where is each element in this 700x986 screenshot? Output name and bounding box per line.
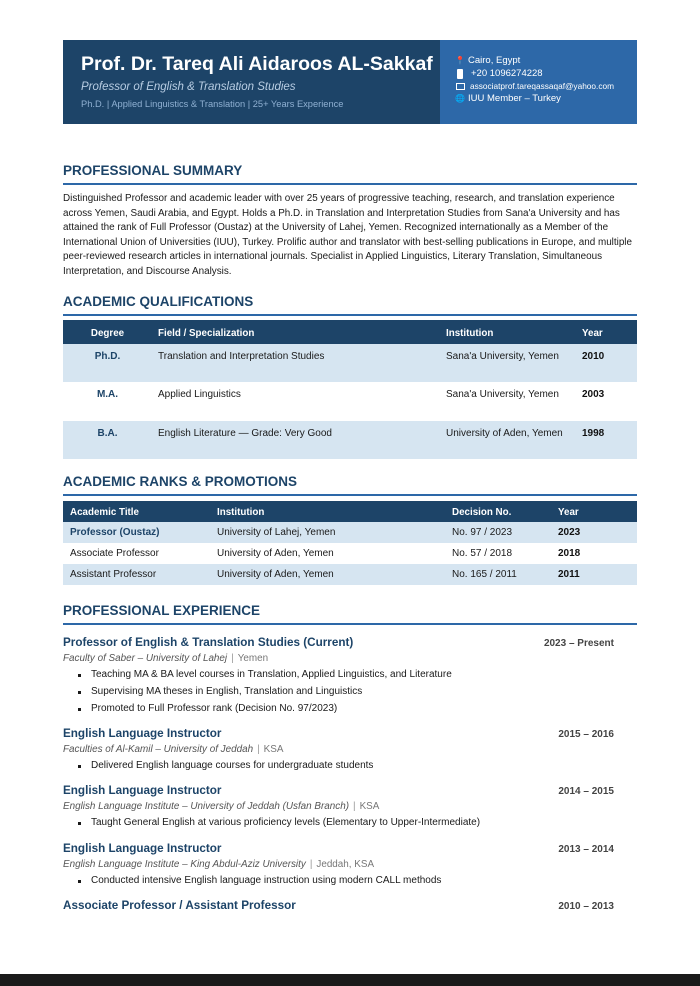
job-location: KSA: [263, 744, 284, 755]
candidate-name: Prof. Dr. Tareq Ali Aidaroos AL-Sakkaf: [81, 53, 433, 75]
globe-icon: 🌐: [455, 93, 465, 103]
list-item: Taught General English at various proficiency levels (Elementary to Upper-Intermediate): [63, 815, 637, 832]
experience-heading: PROFESSIONAL EXPERIENCE: [63, 603, 637, 625]
rank-title-cell: Professor (Oustaz): [63, 522, 217, 543]
table-header-row: [63, 501, 637, 522]
qualifications-heading: ACADEMIC QUALIFICATIONS: [63, 294, 637, 316]
column-header: Year: [558, 501, 637, 522]
institution-cell: University of Aden, Yemen: [446, 421, 582, 459]
job-organization: [63, 799, 637, 814]
job-entry: [63, 841, 637, 890]
header-name-panel: [63, 40, 440, 124]
institution-cell: University of Aden, Yemen: [217, 543, 452, 564]
column-header: Academic Title: [63, 501, 217, 522]
column-header: Decision No.: [452, 501, 558, 522]
column-header: Year: [582, 320, 637, 344]
table-row: [63, 564, 637, 585]
year-cell: 2010: [582, 344, 637, 382]
job-entry: [63, 635, 637, 717]
list-item: Supervising MA theses in English, Translation and Linguistics: [63, 684, 637, 701]
contact-panel: [440, 40, 637, 124]
institution-cell: University of Lahej, Yemen: [217, 522, 452, 543]
institution-cell: Sana'a University, Yemen: [446, 344, 582, 382]
table-header-row: [63, 320, 637, 344]
contact-location-text: Cairo, Egypt: [468, 55, 521, 66]
year-cell: 2018: [558, 543, 637, 564]
year-cell: 1998: [582, 421, 637, 459]
contact-membership-text: IUU Member – Turkey: [468, 92, 561, 104]
summary-heading: PROFESSIONAL SUMMARY: [63, 163, 637, 185]
year-cell: 2011: [558, 564, 637, 585]
contact-phone[interactable]: [454, 68, 637, 81]
job-title: Professor of English & Translation Studies (Current): [63, 636, 354, 649]
job-org-name: English Language Institute – University of Jeddah (Usfan Branch): [63, 801, 349, 812]
job-entry: [63, 726, 637, 775]
job-location: Jeddah, KSA: [316, 859, 375, 870]
contact-email-text: associatprof.tareqassaqaf@yahoo.com: [470, 81, 615, 91]
field-cell: Translation and Interpretation Studies: [152, 344, 446, 382]
list-item: Conducted intensive English language instruction using modern CALL methods: [63, 873, 637, 890]
contact-phone-text: +20 1096274228: [471, 67, 543, 79]
list-item: Promoted to Full Professor rank (Decision No. 97/2023): [63, 701, 637, 718]
job-title: English Language Instructor: [63, 727, 222, 740]
job-location: Yemen: [237, 653, 269, 664]
job-date: 2014 – 2015: [558, 786, 614, 797]
job-org-name: Faculties of Al-Kamil – University of Jeddah: [63, 744, 254, 755]
table-row: [63, 382, 637, 421]
table-row: [63, 543, 637, 564]
year-cell: 2003: [582, 382, 637, 421]
job-organization: [63, 651, 637, 666]
job-date: 2010 – 2013: [558, 901, 614, 912]
separator: |: [353, 801, 356, 812]
summary-text: Distinguished Professor and academic leader with over 25 years of progressive teaching, research, and translation experience across Yemen, Saudi Arabia, and Egypt. Holds a Ph.D. in Translation and Interpretation Studies from Sana'a University and has attained the rank of Full Professor (Oustaz) at the University of Lahej, Yemen. Recognized internationally as a Member of the International Union of Universities (IUU), Turkey. Prolific author and translator with best-selling publications in Europe, and multiple peer-reviewed research articles in international journals. Specialist in Applied Linguistics, Literary Translation, Simultaneous Interpretation, and Discourse Analysis.: [63, 193, 632, 277]
separator: |: [309, 859, 313, 870]
contact-email[interactable]: [454, 80, 637, 93]
job-date: 2015 – 2016: [558, 729, 614, 740]
list-item: Teaching MA & BA level courses in Translation, Applied Linguistics, and Literature: [63, 667, 637, 684]
contact-location: [454, 55, 637, 68]
institution-cell: Sana'a University, Yemen: [446, 382, 582, 421]
field-cell: English Literature — Grade: Very Good: [152, 421, 446, 459]
ranks-table: [63, 501, 637, 585]
bottom-bar: [0, 974, 700, 986]
table-row: [63, 522, 637, 543]
year-cell: 2023: [558, 522, 637, 543]
job-organization: [63, 742, 637, 757]
job-org-name: Faculty of Saber – University of Lahej: [63, 653, 228, 664]
resume-header: [63, 40, 637, 124]
rank-title-cell: Assistant Professor: [63, 564, 217, 585]
phone-icon: [457, 69, 463, 79]
column-header: Institution: [217, 501, 452, 522]
job-title: English Language Instructor: [63, 784, 222, 797]
job-org-name: English Language Institute – King Abdul-Aziz University: [63, 859, 306, 870]
qualifications-table: [63, 320, 637, 459]
column-header: Field / Specialization: [152, 320, 446, 344]
job-date: 2023 – Present: [543, 638, 614, 649]
field-cell: Applied Linguistics: [152, 382, 446, 421]
job-organization: [63, 857, 637, 872]
job-bullets: [63, 815, 637, 832]
job-bullets: [63, 667, 637, 717]
degree-cell: M.A.: [63, 382, 152, 421]
job-bullets: [63, 758, 637, 775]
institution-cell: University of Aden, Yemen: [217, 564, 452, 585]
job-date: 2013 – 2014: [558, 844, 614, 855]
table-row: [63, 421, 637, 459]
job-title: English Language Instructor: [63, 842, 222, 855]
job-title: Associate Professor / Assistant Professor: [63, 899, 296, 912]
decision-cell: No. 57 / 2018: [452, 543, 558, 564]
table-row: [63, 344, 637, 382]
ranks-heading: ACADEMIC RANKS & PROMOTIONS: [63, 474, 637, 496]
degree-cell: Ph.D.: [63, 344, 152, 382]
separator: |: [257, 744, 260, 755]
contact-membership: [454, 93, 637, 106]
decision-cell: No. 165 / 2011: [452, 564, 558, 585]
job-entry: [63, 783, 637, 832]
column-header: Degree: [63, 320, 152, 344]
job-bullets: [63, 873, 637, 890]
candidate-title: Professor of English & Translation Studies: [81, 81, 296, 93]
job-entry: [63, 898, 637, 913]
list-item: Delivered English language courses for undergraduate students: [63, 758, 637, 775]
separator: |: [231, 653, 234, 664]
candidate-subtitle: Ph.D. | Applied Linguistics & Translation | 25+ Years Experience: [81, 99, 344, 109]
rank-title-cell: Associate Professor: [63, 543, 217, 564]
location-pin-icon: 📍: [455, 56, 465, 65]
email-icon: [456, 83, 465, 90]
degree-cell: B.A.: [63, 421, 152, 459]
column-header: Institution: [446, 320, 582, 344]
decision-cell: No. 97 / 2023: [452, 522, 558, 543]
job-location: KSA: [359, 801, 380, 812]
